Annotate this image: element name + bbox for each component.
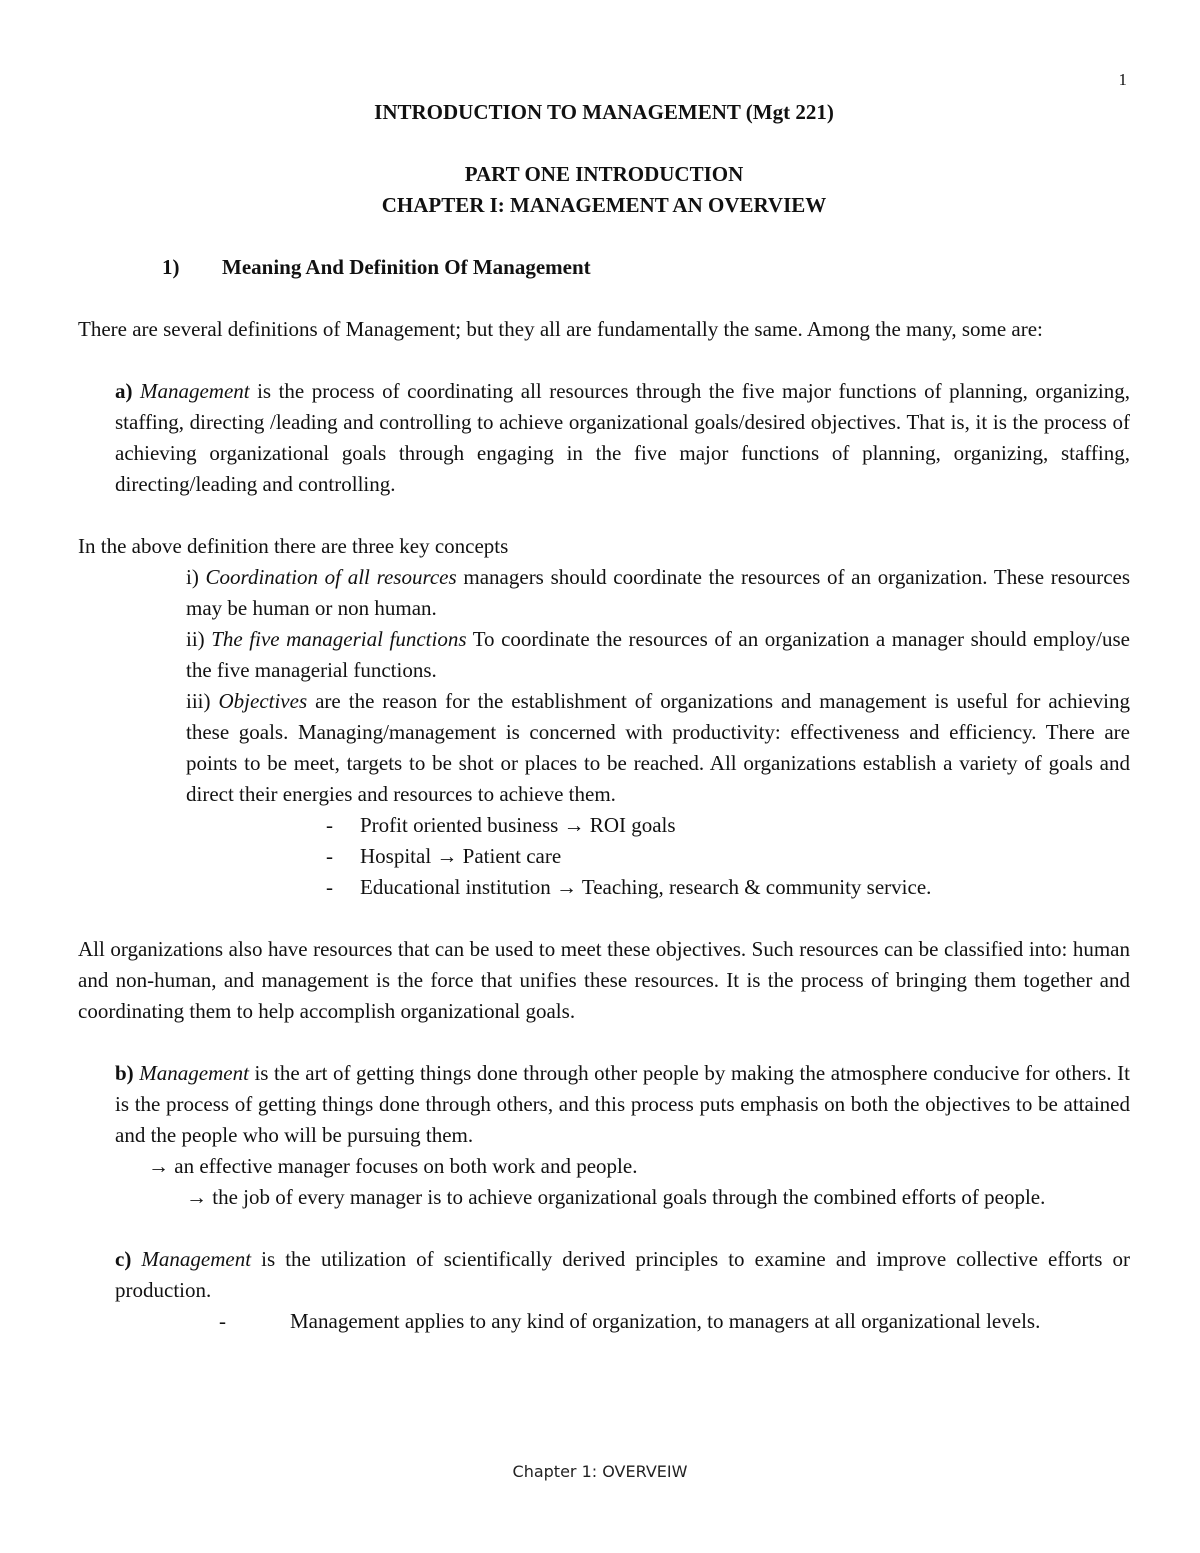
concept-term: The five managerial functions <box>211 627 467 651</box>
definition-term: Management <box>139 1061 249 1085</box>
concept-text: To coordinate the resources of an organization a manager should employ/use the five managerial functions. <box>186 627 1130 682</box>
definition-letter: a) <box>115 379 133 403</box>
definition-letter: c) <box>115 1247 132 1271</box>
part-heading: PART ONE INTRODUCTION <box>464 162 744 186</box>
document-title: INTRODUCTION TO MANAGEMENT (Mgt 221) <box>374 100 834 124</box>
section-title: Meaning And Definition Of Management <box>222 255 591 279</box>
concept-item <box>78 686 1130 810</box>
chapter-heading: CHAPTER I: MANAGEMENT AN OVERVIEW <box>381 193 827 217</box>
dash-bullet: - <box>326 844 333 868</box>
example-text: Hospital → Patient care <box>360 844 562 868</box>
page-number: 1 <box>1118 70 1127 89</box>
c-bullet-text: Management applies to any kind of organization, to managers at all organizational levels. <box>290 1309 1041 1333</box>
concept-text: managers should coordinate the resources of an organization. These resources may be human or non human. <box>186 565 1131 620</box>
section-number: 1) <box>162 255 180 279</box>
concept-term: Objectives <box>218 689 308 713</box>
definition-b <box>78 1058 1130 1151</box>
intro-paragraph: There are several definitions of Management; but they all are fundamentally the same. Among the many, some are: <box>78 317 1043 341</box>
resources-paragraph: All organizations also have resources that can be used to meet these objectives. Such resources can be classified into: human and non-human, and management is the force that unifies these resources. It is the process of bringing them together and coordinating them to help accomplish organizational goals. <box>78 937 1130 1023</box>
list-item <box>78 810 1130 841</box>
concepts-intro: In the above definition there are three key concepts <box>78 534 509 558</box>
example-text: Educational institution → Teaching, research & community service. <box>360 875 932 899</box>
concept-item <box>78 624 1130 686</box>
arrow-note: → an effective manager focuses on both work and people. <box>148 1154 638 1178</box>
dash-bullet: - <box>326 875 333 899</box>
example-text: Profit oriented business → ROI goals <box>360 813 676 837</box>
concept-term: Coordination of all resources <box>205 565 457 589</box>
definition-text: is the art of getting things done through other people by making the atmosphere conducive for others. It is the process of getting things done through others, and this process puts emphasis on both the objectives to be attained and the people who will be pursuing them. <box>115 1061 1131 1147</box>
concept-number: iii) <box>186 689 219 713</box>
dash-bullet: - <box>326 813 333 837</box>
document-body <box>78 97 1130 1337</box>
page-footer: Chapter 1: OVERVEIW <box>512 1462 688 1481</box>
arrow-note: → the job of every manager is to achieve organizational goals through the combined efforts of people. <box>186 1185 1046 1209</box>
definition-term: Management <box>141 1247 252 1271</box>
definition-letter: b) <box>115 1061 134 1085</box>
section-heading <box>78 252 1130 283</box>
concept-text: are the reason for the establishment of organizations and management is useful for achieving these goals. Managing/management is concerned with productivity: effectiveness and efficiency. There are points to be meet, targets to be shot or places to be reached. All organizations establish a variety of goals and direct their energies and resources to achieve them. <box>186 689 1130 806</box>
examples-list <box>78 810 1130 903</box>
definition-term: Management <box>139 379 250 403</box>
concept-number: i) <box>186 565 206 589</box>
list-item <box>78 872 1130 903</box>
c-bullet-item <box>78 1306 1130 1337</box>
definition-a <box>78 376 1130 500</box>
list-item <box>78 841 1130 872</box>
concept-number: ii) <box>186 627 212 651</box>
definition-text: is the process of coordinating all resources through the five major functions of planning, organizing, staffing, directing /leading and controlling to achieve organizational goals/desired objectives. That is, it is the process of achieving organizational goals through engaging in the five major functions of planning, organizing, staffing, directing/leading and controlling. <box>115 379 1131 496</box>
definition-c <box>78 1244 1130 1306</box>
definition-text: is the utilization of scientifically derived principles to examine and improve collective efforts or production. <box>115 1247 1130 1302</box>
concept-item <box>78 562 1130 624</box>
dash-bullet: - <box>219 1309 226 1333</box>
